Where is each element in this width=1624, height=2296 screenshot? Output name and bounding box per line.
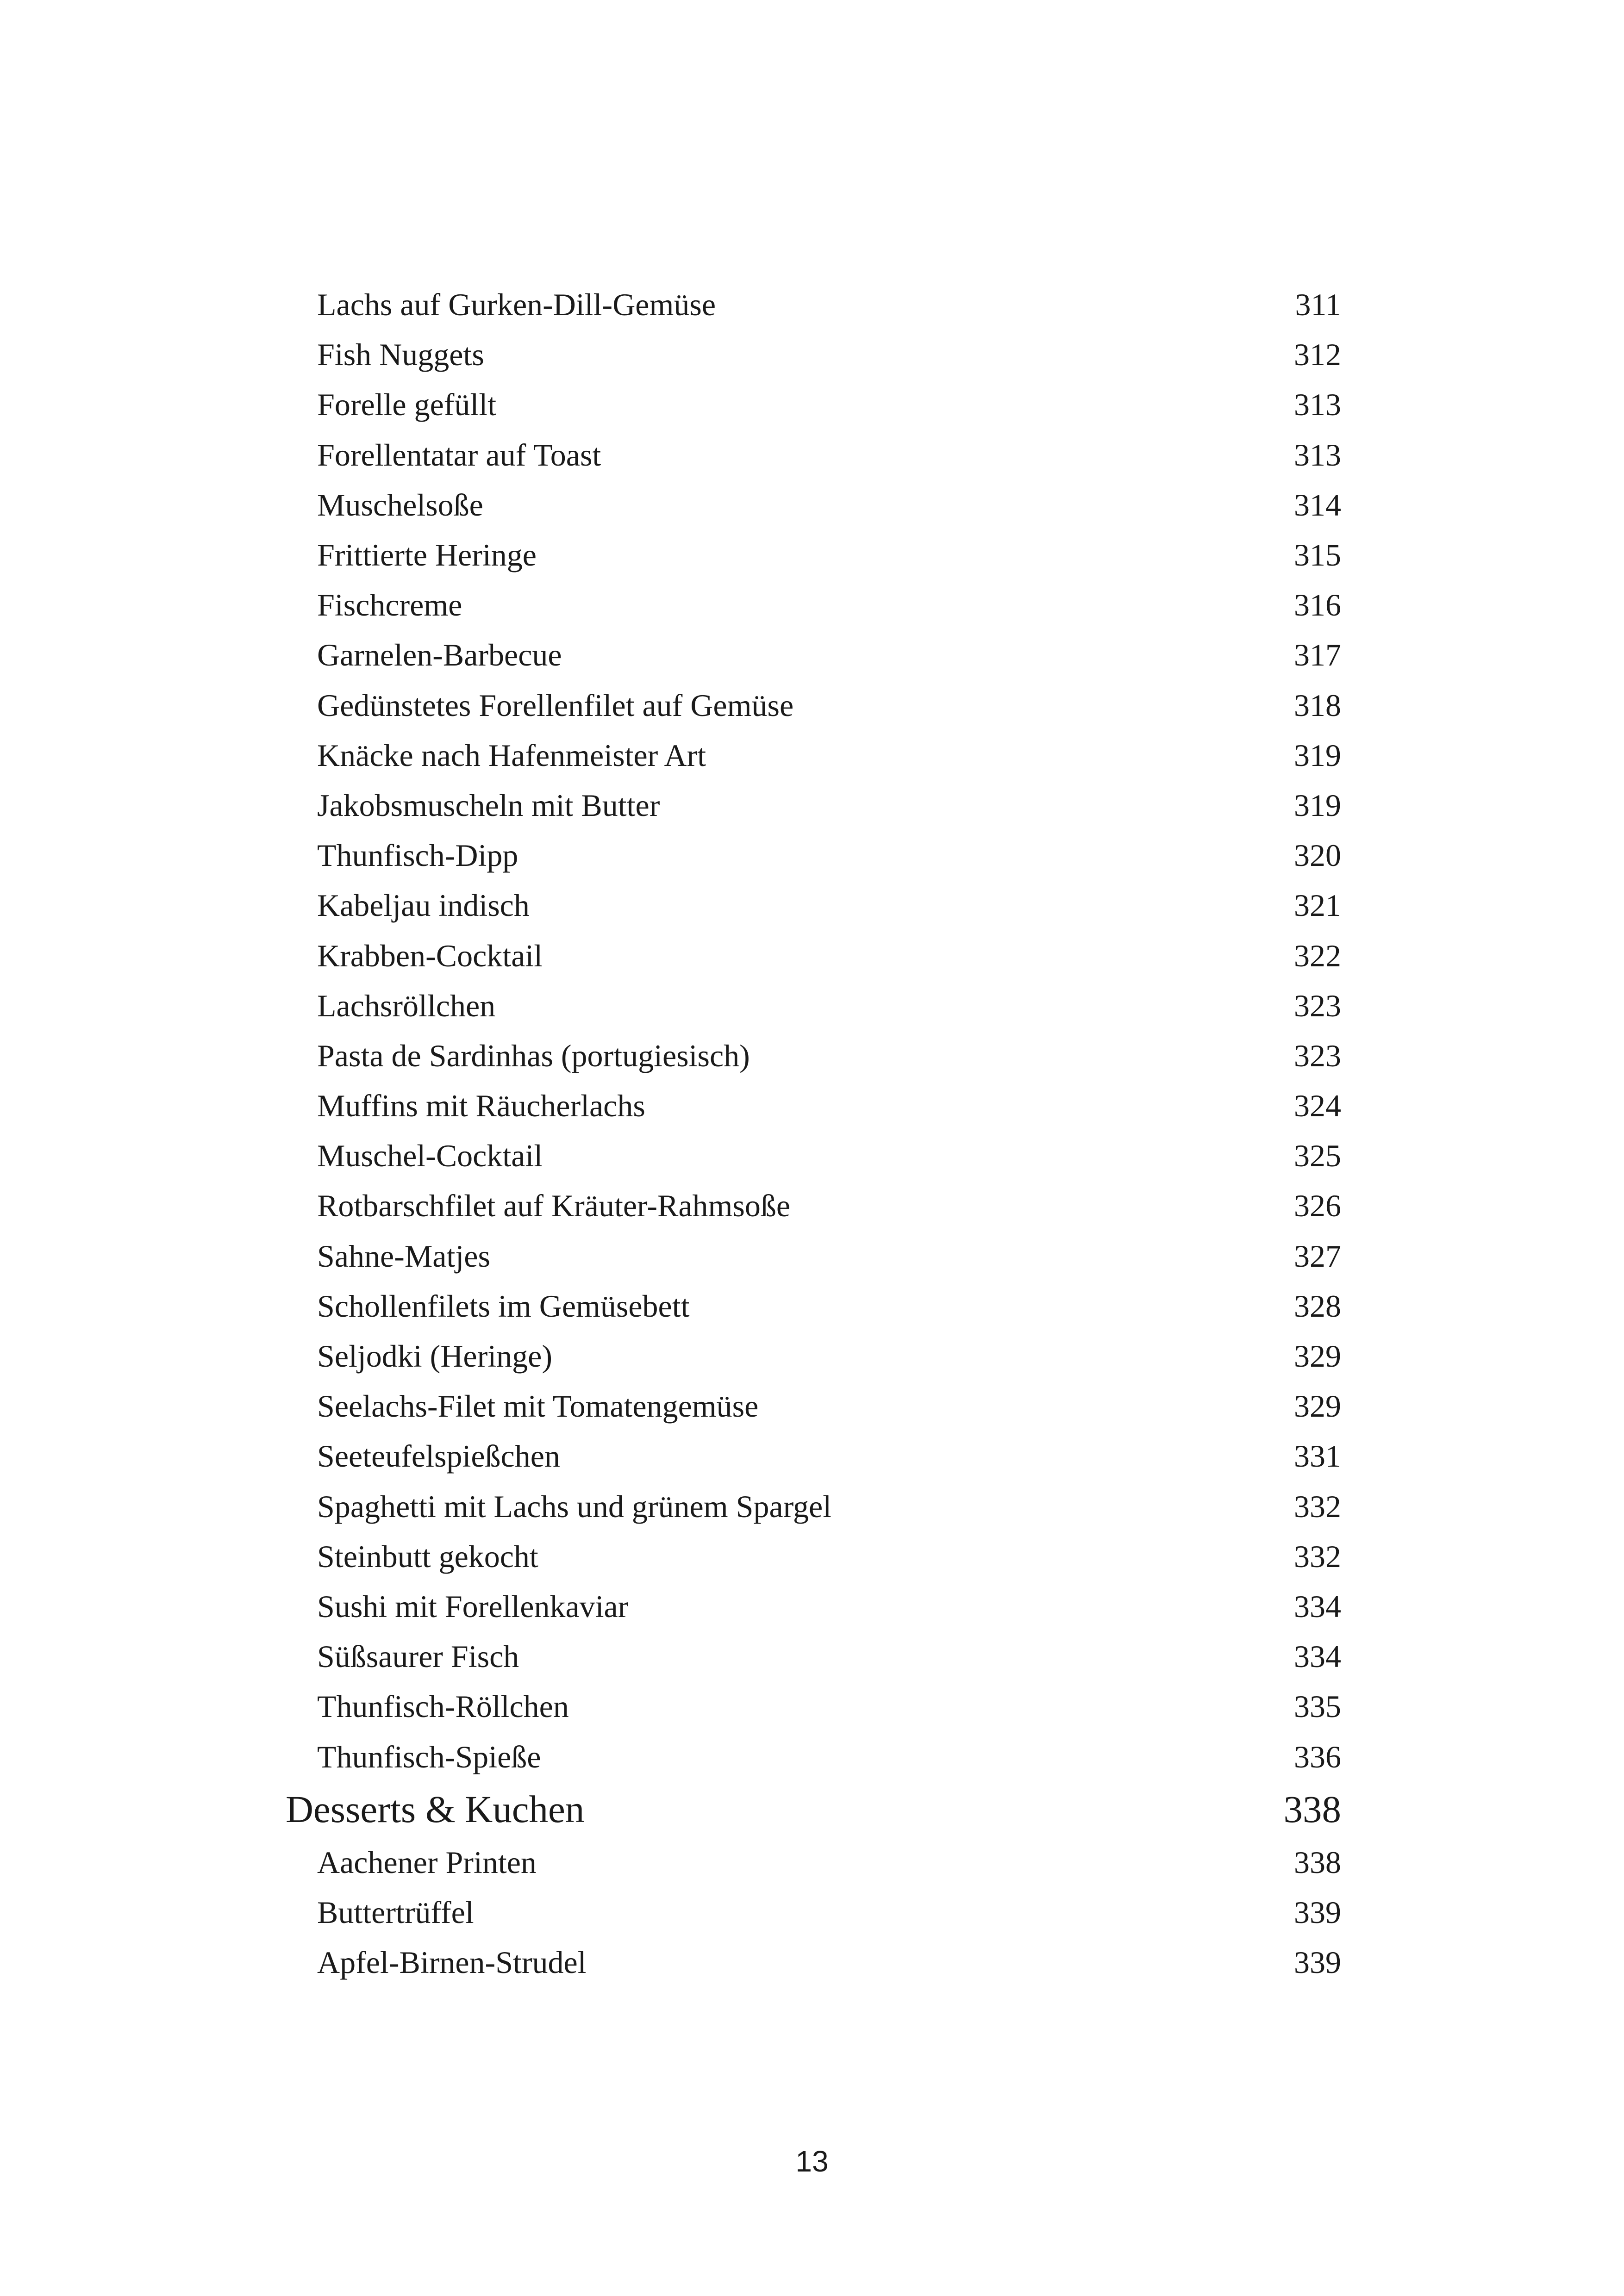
toc-entry[interactable] [286,1381,1341,1431]
toc-entry-title: Fish Nuggets [317,337,484,373]
toc-entry-page: 313 [1294,387,1341,423]
toc-entry-page: 318 [1294,687,1341,723]
toc-entry[interactable] [286,830,1341,880]
toc-entry-page: 329 [1294,1388,1341,1424]
toc-entry[interactable] [286,280,1341,330]
table-of-contents [286,280,1341,1987]
toc-entry[interactable] [286,1131,1341,1181]
toc-entry-title: Thunfisch-Spieße [317,1739,541,1774]
toc-entry-page: 313 [1294,437,1341,473]
toc-entry-title: Gedünstetes Forellenfilet auf Gemüse [317,687,794,723]
toc-entry-title: Sushi mit Forellenkaviar [317,1588,629,1624]
toc-entry-page: 315 [1294,537,1341,573]
toc-entry-title: Steinbutt gekocht [317,1538,538,1574]
toc-entry-page: 316 [1294,587,1341,623]
toc-entry-title: Thunfisch-Röllchen [317,1689,569,1724]
toc-entry-page: 335 [1294,1689,1341,1724]
toc-entry-page: 323 [1294,988,1341,1023]
toc-entry[interactable] [286,1581,1341,1631]
toc-entry-page: 328 [1294,1288,1341,1324]
toc-entry-page: 319 [1294,787,1341,823]
toc-entry[interactable] [286,330,1341,380]
toc-entry[interactable] [286,480,1341,530]
toc-entry-title: Frittierte Heringe [317,537,537,573]
toc-entry-page: 323 [1294,1038,1341,1073]
toc-entry[interactable] [286,780,1341,830]
toc-entry-page: 334 [1294,1588,1341,1624]
toc-entry-page: 324 [1294,1088,1341,1124]
toc-entry-title: Seeteufelspießchen [317,1438,560,1474]
toc-entry-page: 317 [1294,637,1341,673]
toc-entry-title: Fischcreme [317,587,462,623]
toc-entry-page: 321 [1294,888,1341,923]
toc-entry-title: Lachsröllchen [317,988,496,1023]
toc-entry[interactable] [286,1937,1341,1987]
toc-entry[interactable] [286,630,1341,680]
toc-entry[interactable] [286,1531,1341,1581]
toc-entry[interactable] [286,1481,1341,1531]
toc-entry[interactable] [286,580,1341,630]
toc-entry-title: Buttertrüffel [317,1894,474,1930]
toc-entry-title: Aachener Printen [317,1844,537,1880]
toc-entry[interactable] [286,1281,1341,1331]
toc-entry[interactable] [286,430,1341,480]
toc-entry-title: Pasta de Sardinhas (portugiesisch) [317,1038,750,1073]
toc-entry-title: Knäcke nach Hafenmeister Art [317,737,706,773]
toc-entry-title: Desserts & Kuchen [286,1788,585,1831]
toc-entry-title: Krabben-Cocktail [317,938,543,973]
toc-entry-page: 338 [1294,1844,1341,1880]
toc-entry[interactable] [286,1331,1341,1381]
toc-entry-title: Spaghetti mit Lachs und grünem Spargel [317,1488,832,1524]
toc-entry-title: Muffins mit Räucherlachs [317,1088,645,1124]
toc-entry[interactable] [286,1031,1341,1081]
toc-entry[interactable] [286,1731,1341,1781]
toc-entry-page: 311 [1295,287,1341,323]
toc-entry-title: Kabeljau indisch [317,888,530,923]
toc-entry[interactable] [286,1631,1341,1681]
toc-entry-page: 332 [1294,1488,1341,1524]
toc-entry-page: 319 [1294,737,1341,773]
toc-entry-page: 326 [1294,1188,1341,1224]
toc-entry-page: 336 [1294,1739,1341,1774]
toc-entry[interactable] [286,1231,1341,1281]
toc-entry-title: Süßsaurer Fisch [317,1639,519,1674]
toc-entry-page: 327 [1294,1238,1341,1274]
toc-entry[interactable] [286,1081,1341,1131]
toc-entry-page: 339 [1294,1894,1341,1930]
toc-entry[interactable] [286,880,1341,930]
toc-entry-title: Jakobsmuscheln mit Butter [317,787,660,823]
toc-entry-title: Forellentatar auf Toast [317,437,601,473]
toc-entry-title: Muschel-Cocktail [317,1138,543,1174]
toc-entry-title: Seljodki (Heringe) [317,1338,552,1374]
toc-entry[interactable] [286,1181,1341,1231]
toc-entry-title: Rotbarschfilet auf Kräuter-Rahmsoße [317,1188,791,1224]
toc-entry-title: Lachs auf Gurken-Dill-Gemüse [317,287,716,323]
toc-entry[interactable] [286,981,1341,1031]
toc-entry[interactable] [286,1431,1341,1481]
toc-entry[interactable] [286,1681,1341,1731]
toc-entry[interactable] [286,930,1341,980]
toc-entry-page: 331 [1294,1438,1341,1474]
toc-entry-page: 332 [1294,1538,1341,1574]
toc-entry-title: Forelle gefüllt [317,387,497,423]
toc-entry-title: Apfel-Birnen-Strudel [317,1945,587,1980]
toc-entry-page: 338 [1283,1788,1341,1831]
toc-entry[interactable] [286,380,1341,429]
toc-entry-page: 339 [1294,1945,1341,1980]
toc-entry-page: 314 [1294,487,1341,523]
toc-entry-page: 312 [1294,337,1341,373]
toc-entry-page: 329 [1294,1338,1341,1374]
toc-entry-title: Sahne-Matjes [317,1238,490,1274]
toc-entry[interactable] [286,530,1341,580]
toc-entry[interactable] [286,1837,1341,1887]
toc-entry[interactable] [286,680,1341,730]
toc-entry[interactable] [286,1887,1341,1937]
toc-chapter-heading[interactable] [286,1782,1341,1837]
toc-entry-page: 334 [1294,1639,1341,1674]
toc-entry-title: Seelachs-Filet mit Tomatengemüse [317,1388,759,1424]
toc-entry-page: 320 [1294,838,1341,873]
toc-entry-title: Thunfisch-Dipp [317,838,518,873]
toc-entry-title: Schollenfilets im Gemüsebett [317,1288,690,1324]
toc-entry-page: 322 [1294,938,1341,973]
toc-entry-title: Muschelsoße [317,487,483,523]
page-number: 13 [795,2145,829,2178]
toc-entry-title: Garnelen-Barbecue [317,637,562,673]
toc-entry[interactable] [286,730,1341,780]
toc-entry-page: 325 [1294,1138,1341,1174]
